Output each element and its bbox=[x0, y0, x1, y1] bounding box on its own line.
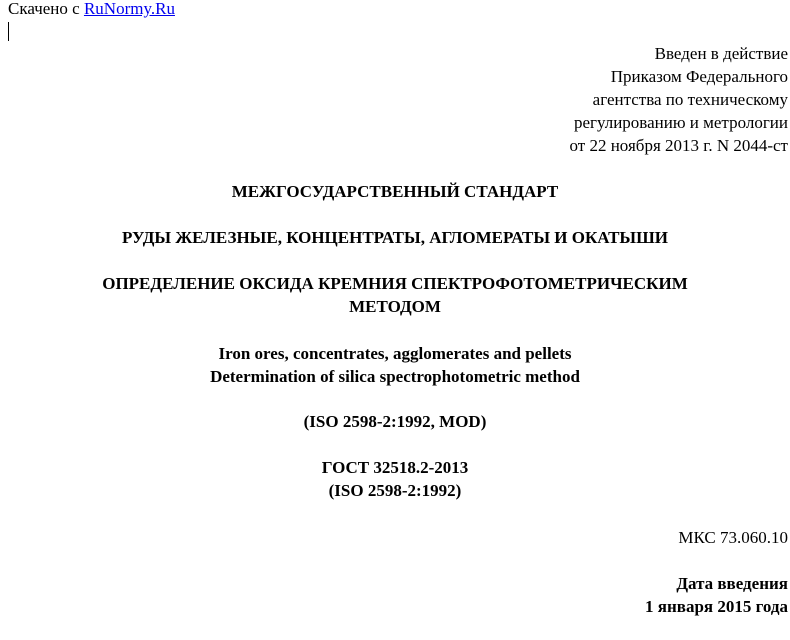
runormy-link[interactable]: RuNormy.Ru bbox=[83, 0, 175, 18]
heading-text: МЕЖГОСУДАРСТВЕННЫЙ СТАНДАРТ bbox=[231, 182, 559, 201]
download-source-line bbox=[8, 0, 175, 20]
enactment-line: Приказом Федерального bbox=[610, 67, 788, 86]
english-line: Determination of silica spectrophotometric method bbox=[210, 367, 580, 386]
subtitle-line: МЕТОДОМ bbox=[349, 297, 441, 316]
standard-heading bbox=[0, 180, 790, 203]
english-line: Iron ores, concentrates, agglomerates and pellets bbox=[218, 344, 572, 363]
enactment-block bbox=[570, 42, 789, 157]
date-value: 1 января 2015 года bbox=[645, 597, 788, 616]
enactment-line: от 22 ноября 2013 г. N 2044-ст bbox=[569, 136, 788, 155]
download-prefix: Скачено с bbox=[8, 0, 84, 18]
standard-title bbox=[0, 226, 790, 249]
date-label: Дата введения bbox=[676, 574, 788, 593]
title-text: РУДЫ ЖЕЛЕЗНЫЕ, КОНЦЕНТРАТЫ, АГЛОМЕРАТЫ И ОКАТЫШИ bbox=[121, 228, 669, 247]
standard-subtitle bbox=[0, 272, 790, 318]
subtitle-line: ОПРЕДЕЛЕНИЕ ОКСИДА КРЕМНИЯ СПЕКТРОФОТОМЕТРИЧЕСКИМ bbox=[102, 274, 688, 293]
iso-mod-text: (ISO 2598-2:1992, MOD) bbox=[303, 412, 487, 431]
enactment-line: агентства по техническому bbox=[592, 90, 788, 109]
gost-line: (ISO 2598-2:1992) bbox=[328, 481, 462, 500]
iso-mod-reference bbox=[0, 410, 790, 433]
mks-code: МКС 73.060.10 bbox=[678, 528, 788, 547]
enactment-line: Введен в действие bbox=[654, 44, 788, 63]
gost-designation bbox=[0, 456, 790, 502]
enactment-line: регулированию и метрологии bbox=[573, 113, 788, 132]
gost-line: ГОСТ 32518.2-2013 bbox=[321, 458, 469, 477]
text-cursor bbox=[8, 22, 9, 41]
english-title bbox=[0, 342, 790, 388]
